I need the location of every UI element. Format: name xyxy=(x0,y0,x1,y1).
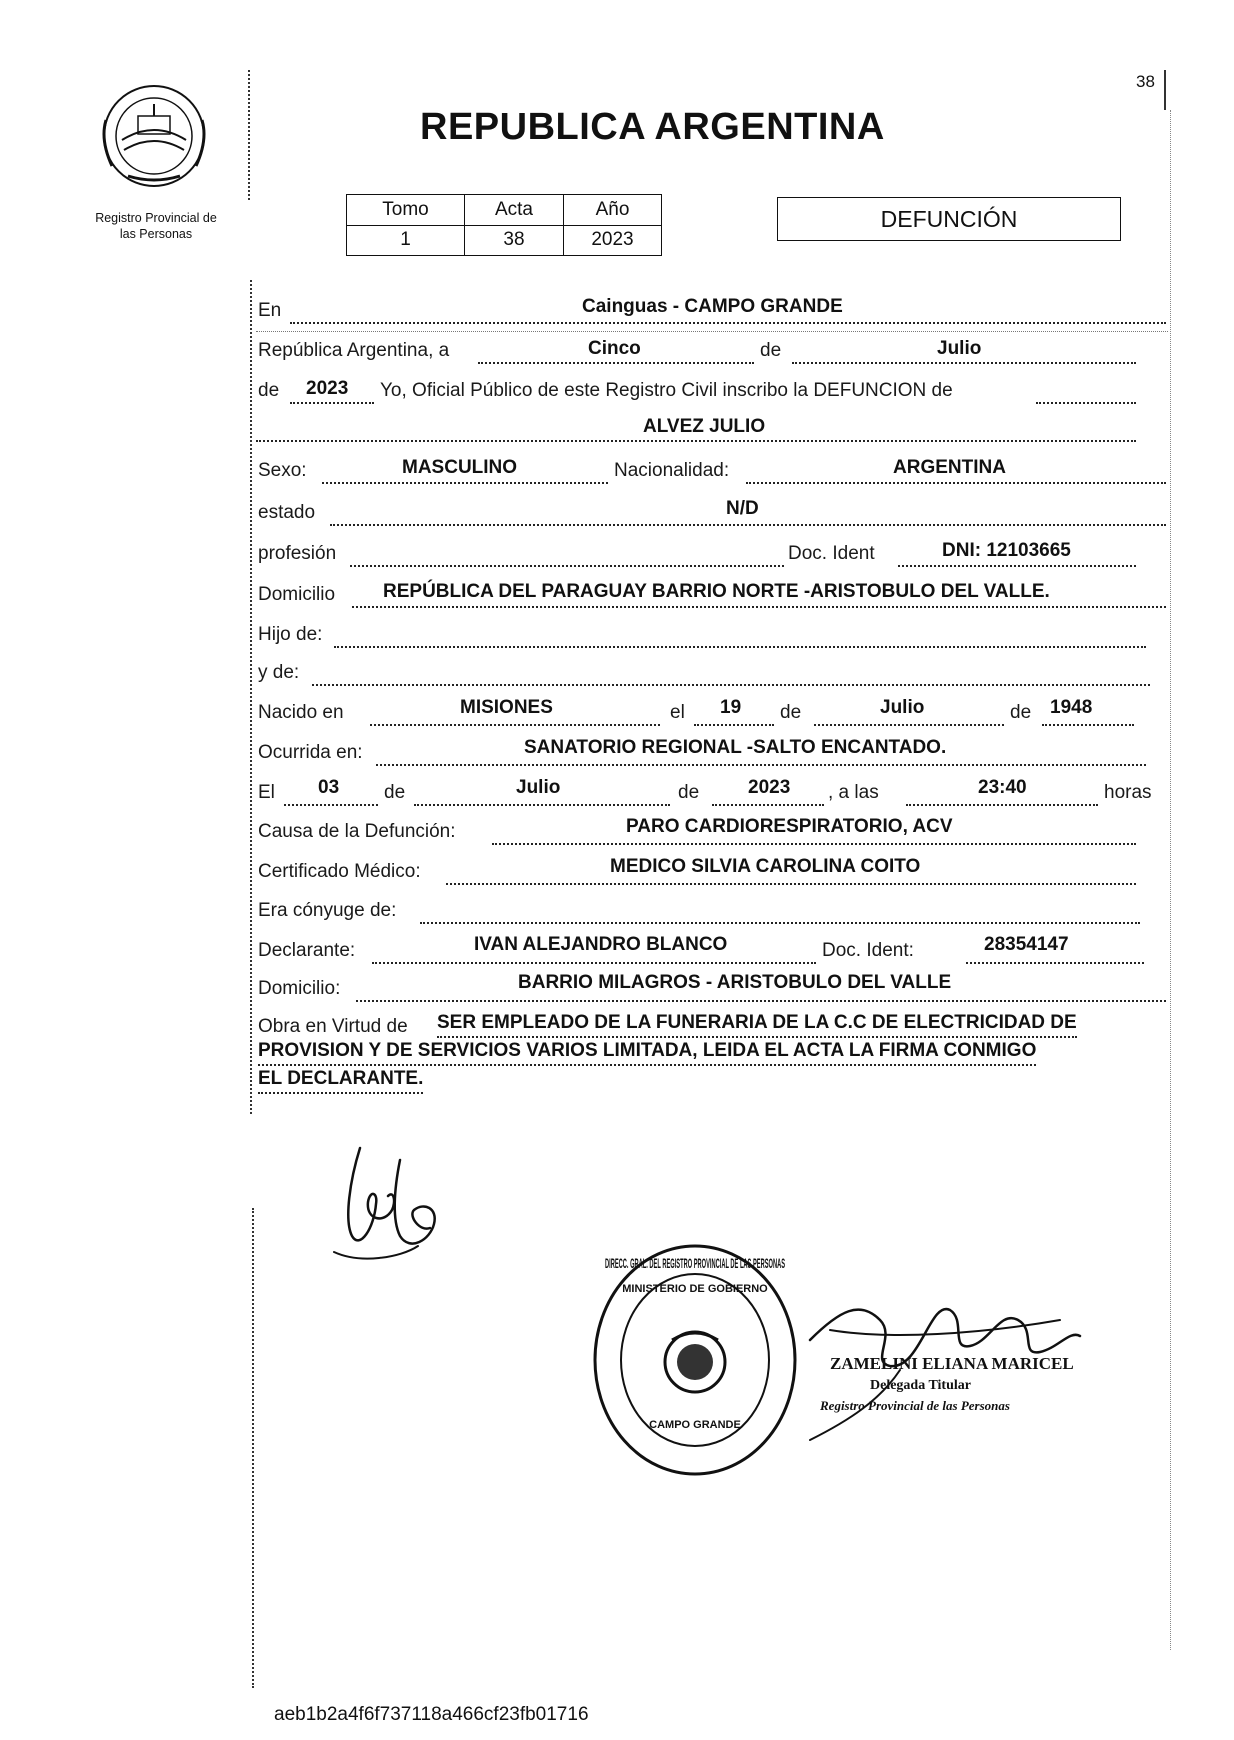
officer-role: Delegada Titular xyxy=(870,1378,971,1393)
registry-caption xyxy=(70,210,242,242)
left-margin-line xyxy=(248,70,250,200)
value-obra-linea-2: PROVISION Y DE SERVICIOS VARIOS LIMITADA, LEIDA EL ACTA LA FIRMA CONMIGO xyxy=(258,1040,1036,1066)
seal-inner-text: MINISTERIO DE GOBIERNO xyxy=(622,1283,768,1295)
label-nacido-en: Nacido en xyxy=(258,702,344,723)
right-margin-line xyxy=(1170,110,1171,1650)
document-hash: aeb1b2a4f6f737118a466cf23fb01716 xyxy=(274,1704,589,1725)
value-mes-texto: Julio xyxy=(937,338,982,359)
page-number: 38 xyxy=(1136,72,1155,91)
left-margin-line xyxy=(252,1208,254,1688)
label-domicilio-declarante: Domicilio: xyxy=(258,978,341,999)
acta-value-tomo: 1 xyxy=(347,225,465,256)
label-conyuge: Era cónyuge de: xyxy=(258,900,397,921)
dotted-line xyxy=(906,804,1098,806)
label-ocurrida-en: Ocurrida en: xyxy=(258,742,363,763)
value-dni: DNI: 12103665 xyxy=(942,540,1071,561)
value-lugar: Cainguas - CAMPO GRANDE xyxy=(582,296,843,317)
label-y-de: y de: xyxy=(258,662,300,683)
acta-value-anio: 2023 xyxy=(564,225,662,256)
dotted-line xyxy=(322,482,608,484)
value-def-dia: 03 xyxy=(318,777,340,798)
label-de-nac-anio: de xyxy=(1010,702,1032,723)
dotted-line xyxy=(370,724,660,726)
label-nacionalidad: Nacionalidad: xyxy=(614,460,730,481)
value-domicilio: REPÚBLICA DEL PARAGUAY BARRIO NORTE -ARISTOBULO DEL VALLE. xyxy=(383,581,1050,602)
label-profesion: profesión xyxy=(258,543,337,564)
acta-header-acta: Acta xyxy=(465,195,564,226)
dotted-line xyxy=(330,524,1166,526)
dotted-line xyxy=(376,764,1146,766)
dotted-line xyxy=(356,1000,1166,1002)
value-nacionalidad: ARGENTINA xyxy=(893,457,1006,478)
value-nacido-en: MISIONES xyxy=(460,697,553,718)
label-doc-ident-declarante: Doc. Ident: xyxy=(822,940,914,961)
value-def-anio: 2023 xyxy=(748,777,791,798)
dotted-line xyxy=(312,684,1150,686)
dotted-line xyxy=(1042,724,1134,726)
dotted-line xyxy=(290,322,1166,324)
acta-value-acta: 38 xyxy=(465,225,564,256)
value-certificado: MEDICO SILVIA CAROLINA COITO xyxy=(610,856,921,877)
seal-ring-text: DIRECC. GRAL. DEL REGISTRO PROVINCIAL DE LAS PERSONAS xyxy=(605,1255,785,1271)
value-def-mes: Julio xyxy=(516,777,561,798)
label-en: En xyxy=(258,300,282,321)
dotted-line xyxy=(446,883,1136,885)
officer-office: Registro Provincial de las Personas xyxy=(820,1398,1010,1413)
registry-caption-line-2: las Personas xyxy=(119,227,193,241)
value-def-hora: 23:40 xyxy=(978,777,1027,798)
dotted-line xyxy=(414,804,670,806)
left-margin-line xyxy=(250,280,252,1114)
value-nac-dia: 19 xyxy=(720,697,742,718)
dotted-line xyxy=(814,724,1004,726)
registry-caption-line-1: Registro Provincial de xyxy=(95,211,217,225)
acta-header-tomo: Tomo xyxy=(347,195,465,226)
label-horas: horas xyxy=(1104,782,1152,803)
value-nac-anio: 1948 xyxy=(1050,697,1093,718)
dotted-line xyxy=(372,962,816,964)
label-de-def-mes: de xyxy=(384,782,406,803)
acta-header-anio: Año xyxy=(564,195,662,226)
dotted-line xyxy=(352,606,1166,608)
document-type: DEFUNCIÓN xyxy=(880,206,1018,232)
value-nac-mes: Julio xyxy=(880,697,925,718)
value-estado: N/D xyxy=(726,498,759,519)
document-title: REPUBLICA ARGENTINA xyxy=(420,106,885,148)
dotted-line xyxy=(966,962,1144,964)
dotted-line xyxy=(1036,402,1136,404)
label-estado: estado xyxy=(258,502,316,523)
dotted-line xyxy=(712,804,824,806)
dotted-line xyxy=(290,402,374,404)
label-causa: Causa de la Defunción: xyxy=(258,821,456,842)
value-obra-linea-3: EL DECLARANTE. xyxy=(258,1068,423,1094)
value-dia-texto: Cinco xyxy=(588,338,641,359)
dotted-line xyxy=(284,804,378,806)
label-de-nac-mes: de xyxy=(780,702,802,723)
value-declarante-domicilio: BARRIO MILAGROS - ARISTOBULO DEL VALLE xyxy=(518,972,952,993)
dotted-line xyxy=(350,565,784,567)
label-declarante: Declarante: xyxy=(258,940,356,961)
label-obra-en-virtud: Obra en Virtud de xyxy=(258,1016,408,1037)
label-sexo: Sexo: xyxy=(258,460,307,481)
label-certificado: Certificado Médico: xyxy=(258,861,421,882)
dotted-line xyxy=(746,482,1166,484)
label-a-las: , a las xyxy=(828,782,879,803)
label-de-def-anio: de xyxy=(678,782,700,803)
dotted-line xyxy=(256,440,1136,442)
label-yo-oficial: Yo, Oficial Público de este Registro Civil inscribo la DEFUNCION de xyxy=(380,380,953,401)
acta-table xyxy=(346,194,662,256)
declarant-signature xyxy=(330,1140,450,1266)
province-coat-of-arms xyxy=(98,80,210,192)
dotted-line xyxy=(898,565,1136,567)
dotted-line xyxy=(492,843,1136,845)
value-nombre: ALVEZ JULIO xyxy=(643,416,766,437)
value-declarante: IVAN ALEJANDRO BLANCO xyxy=(474,934,728,955)
row-separator xyxy=(256,331,1168,332)
label-domicilio: Domicilio xyxy=(258,584,336,605)
label-de: de xyxy=(760,340,782,361)
value-anio: 2023 xyxy=(306,378,349,399)
label-de-anio: de xyxy=(258,380,280,401)
seal-bottom-text: CAMPO GRANDE xyxy=(649,1419,741,1431)
officer-name: ZAMELINI ELIANA MARICEL xyxy=(830,1354,1074,1373)
page-number-mark xyxy=(1164,70,1166,110)
value-declarante-doc: 28354147 xyxy=(984,934,1069,955)
dotted-line xyxy=(420,922,1140,924)
label-republica: República Argentina, a xyxy=(258,340,450,361)
value-obra-linea-1: SER EMPLEADO DE LA FUNERARIA DE LA C.C DE ELECTRICIDAD DE xyxy=(437,1012,1077,1038)
value-ocurrida-en: SANATORIO REGIONAL -SALTO ENCANTADO. xyxy=(524,737,947,758)
label-hijo-de: Hijo de: xyxy=(258,624,323,645)
dotted-line xyxy=(478,362,754,364)
dotted-line xyxy=(334,646,1146,648)
value-causa: PARO CARDIORESPIRATORIO, ACV xyxy=(626,816,953,837)
label-el-cap: El xyxy=(258,782,275,803)
dotted-line xyxy=(792,362,1136,364)
label-el: el xyxy=(670,702,685,723)
value-sexo: MASCULINO xyxy=(402,457,518,478)
document-type-box xyxy=(777,197,1121,241)
dotted-line xyxy=(694,724,774,726)
label-doc-ident: Doc. Ident xyxy=(788,543,875,564)
official-seal xyxy=(590,1240,800,1480)
